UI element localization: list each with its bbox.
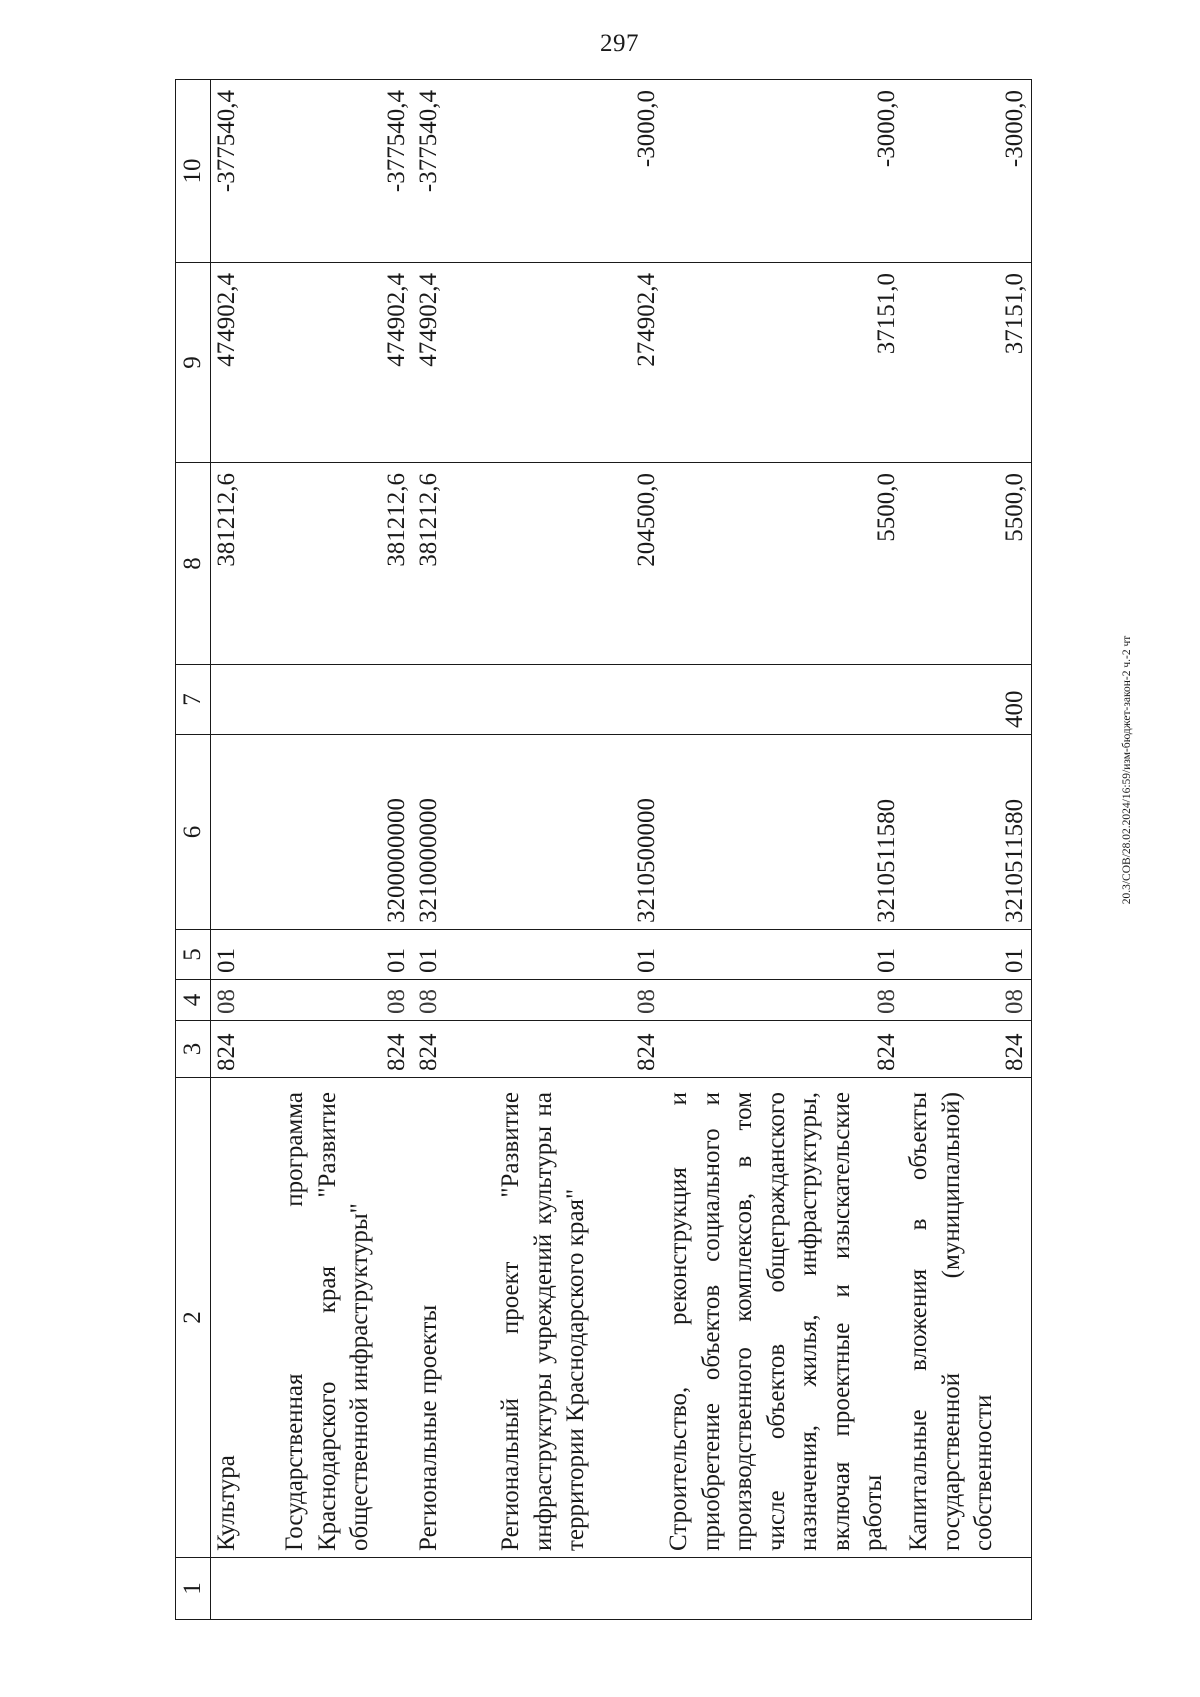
target-article-cell: [211, 735, 280, 930]
table-row: [413, 80, 495, 1620]
section-code-cell: 08: [413, 980, 495, 1021]
table-row: [211, 80, 280, 1620]
subsection-code-cell: 01: [413, 930, 495, 980]
item-name-cell: Региональный проект "Развитие инфраструктуры учреждений культуры на территории Краснодарского края": [495, 1078, 663, 1558]
amount-col8-cell: 381212,6: [413, 463, 495, 665]
amount-col9-cell: 474902,4: [279, 263, 413, 463]
section-code-cell: 08: [903, 980, 1032, 1021]
amount-col8-cell: 381212,6: [211, 463, 280, 665]
header-cell-9: 9: [176, 263, 211, 463]
header-cell-4: 4: [176, 980, 211, 1021]
item-name-cell: Капитальные вложения в объекты государственной (муниципальной) собственности: [903, 1078, 1032, 1558]
item-name-cell: Строительство, реконструкция и приобретение объектов социального и производственного комплексов, в том числе объектов общегражданского назначения, жилья, инфраструктуры, включая проектные и изыскательские работы: [663, 1078, 903, 1558]
amount-col10-cell: -3000,0: [663, 80, 903, 263]
row-number-cell: [495, 1558, 663, 1620]
item-name-cell: Региональные проекты: [413, 1078, 495, 1558]
ministry-code-cell: 824: [211, 1021, 280, 1078]
amount-col10-cell: -3000,0: [903, 80, 1032, 263]
ministry-code-cell: 824: [903, 1021, 1032, 1078]
section-code-cell: 08: [279, 980, 413, 1021]
subsection-code-cell: 01: [495, 930, 663, 980]
ministry-code-cell: 824: [279, 1021, 413, 1078]
table-row: [663, 80, 903, 1620]
header-cell-1: 1: [176, 1558, 211, 1620]
subsection-code-cell: 01: [663, 930, 903, 980]
expense-type-cell: [495, 665, 663, 735]
expense-type-cell: [211, 665, 280, 735]
header-cell-8: 8: [176, 463, 211, 665]
section-code-cell: 08: [495, 980, 663, 1021]
header-cell-5: 5: [176, 930, 211, 980]
rotated-table-wrapper: [175, 80, 1035, 1620]
expense-type-cell: [413, 665, 495, 735]
amount-col8-cell: 5500,0: [663, 463, 903, 665]
document-code: 20.3/СОВ/28.02.2024/16:59/изм-бюджет-закон-2 ч.-2 чт: [1121, 635, 1133, 905]
table-row: [495, 80, 663, 1620]
amount-col10-cell: -377540,4: [211, 80, 280, 263]
amount-col9-cell: 474902,4: [211, 263, 280, 463]
amount-col8-cell: 5500,0: [903, 463, 1032, 665]
target-article-cell: 3210500000: [495, 735, 663, 930]
row-number-cell: [663, 1558, 903, 1620]
section-code-cell: 08: [211, 980, 280, 1021]
amount-col10-cell: -3000,0: [495, 80, 663, 263]
header-cell-6: 6: [176, 735, 211, 930]
section-code-cell: 08: [663, 980, 903, 1021]
expense-type-cell: [279, 665, 413, 735]
row-number-cell: [413, 1558, 495, 1620]
header-cell-3: 3: [176, 1021, 211, 1078]
table-row: [279, 80, 413, 1620]
subsection-code-cell: 01: [211, 930, 280, 980]
subsection-code-cell: 01: [279, 930, 413, 980]
page-number: 297: [600, 30, 639, 57]
item-name-cell: Государственная программа Краснодарского края "Развитие общественной инфраструктуры": [279, 1078, 413, 1558]
table-row: [903, 80, 1032, 1620]
ministry-code-cell: 824: [413, 1021, 495, 1078]
expense-type-cell: 400: [903, 665, 1032, 735]
row-number-cell: [279, 1558, 413, 1620]
subsection-code-cell: 01: [903, 930, 1032, 980]
header-row: [176, 80, 211, 1620]
row-number-cell: [903, 1558, 1032, 1620]
amount-col9-cell: 37151,0: [903, 263, 1032, 463]
ministry-code-cell: 824: [495, 1021, 663, 1078]
ministry-code-cell: 824: [663, 1021, 903, 1078]
amount-col9-cell: 274902,4: [495, 263, 663, 463]
amount-col8-cell: 204500,0: [495, 463, 663, 665]
target-article-cell: 3200000000: [279, 735, 413, 930]
amount-col8-cell: 381212,6: [279, 463, 413, 665]
header-cell-2: 2: [176, 1078, 211, 1558]
target-article-cell: 3210511580: [663, 735, 903, 930]
amount-col10-cell: -377540,4: [413, 80, 495, 263]
target-article-cell: 3210000000: [413, 735, 495, 930]
header-cell-7: 7: [176, 665, 211, 735]
amount-col9-cell: 37151,0: [663, 263, 903, 463]
expense-type-cell: [663, 665, 903, 735]
amount-col10-cell: -377540,4: [279, 80, 413, 263]
budget-table: [175, 79, 1032, 1620]
item-name-cell: Культура: [211, 1078, 280, 1558]
header-cell-10: 10: [176, 80, 211, 263]
row-number-cell: [211, 1558, 280, 1620]
target-article-cell: 3210511580: [903, 735, 1032, 930]
amount-col9-cell: 474902,4: [413, 263, 495, 463]
